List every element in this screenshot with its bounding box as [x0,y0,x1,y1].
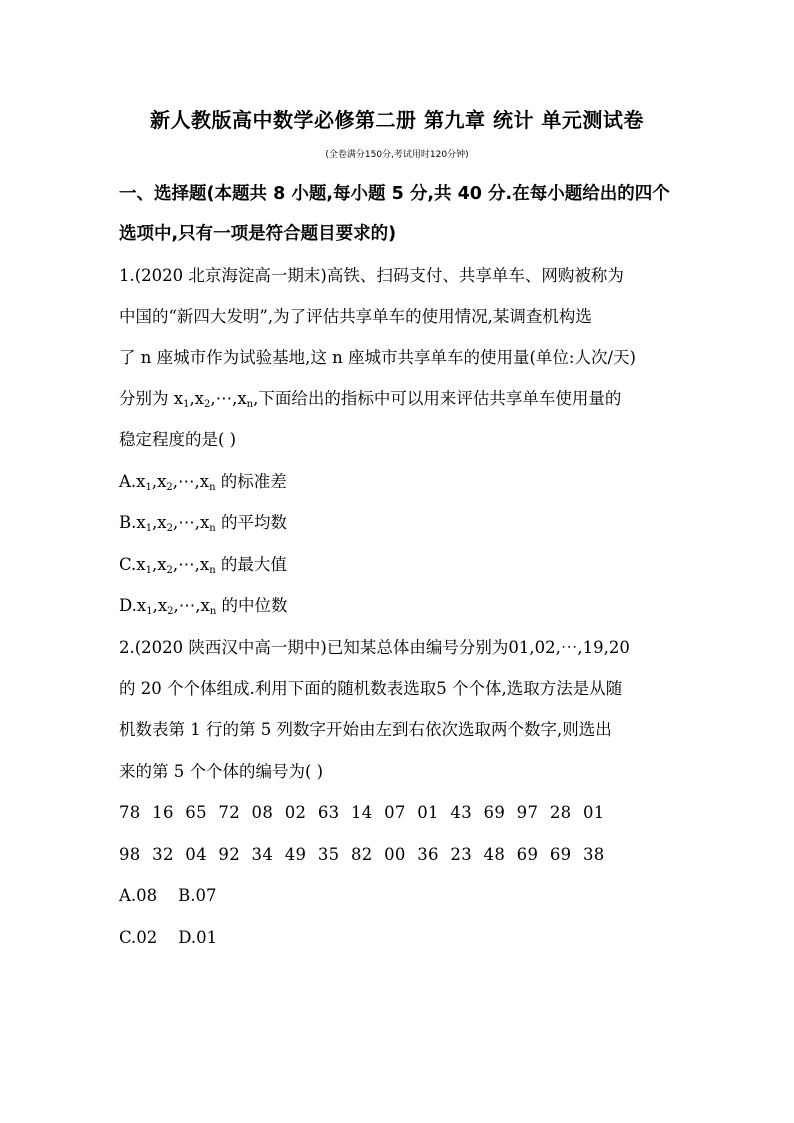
option-text: 的中位数 [221,596,288,615]
q1-stem-line4: 分别为 $x_1,x_2,\cdots,x_n$,下面给出的指标中可以用来评估共享单车使用量的 [119,389,622,410]
q1-option-c: $C.x_1,x_2,\cdots,x_n$ 的最大值 [119,555,287,576]
random-table-row1: 78 16 65 72 08 02 63 14 07 01 43 69 97 28 01 [119,803,605,822]
q1-line4-suffix: ,下面给出的指标中可以用来评估共享单车使用量的 [253,389,622,408]
section-heading-line2: 选项中,只有一项是符合题目要求的) [119,224,397,244]
page-subtitle: (全卷满分150分,考试用时120分钟) [325,150,469,160]
option-text: 的平均数 [221,513,287,532]
q1-option-a: $A.x_1,x_2,\cdots,x_n$ 的标准差 [119,472,287,493]
q2-options-cd: C.02 D.01 [119,928,218,947]
option-letter: C. [119,555,137,574]
q2-stem-line2: 的 20 个个体组成.利用下面的随机数表选取5 个个体,选取方法是从随 [119,679,623,698]
q1-line4-prefix: 分别为 x [119,389,184,408]
q2-stem-line3: 机数表第 1 行的第 5 列数字开始由左到右依次选取两个数字,则选出 [119,720,612,739]
q1-stem-line1: 1.(2020 北京海淀高一期末)高铁、扫码支付、共享单车、网购被称为 [119,266,624,285]
option-text: 的最大值 [220,555,287,574]
option-letter: B. [119,513,137,532]
option-letter: D. [119,596,137,615]
q1-stem-line2: 中国的“新四大发明”,为了评估共享单车的使用情况,某调查机构选 [119,307,592,326]
section-heading-line1: 一、选择题(本题共 8 小题,每小题 5 分,共 40 分.在每小题给出的四个 [119,184,670,204]
option-letter: A. [119,472,137,491]
page-title: 新人教版高中数学必修第二册 第九章 统计 单元测试卷 [150,108,644,132]
random-table-row2: 98 32 04 92 34 49 35 82 00 36 23 48 69 69 38 [119,845,605,864]
q2-options-ab: A.08 B.07 [119,886,217,905]
q1-option-d: $D.x_1,x_2,\cdots,x_n$ 的中位数 [119,596,288,617]
q2-stem-line4: 来的第 5 个个体的编号为( ) [119,762,324,781]
q2-stem-line1: 2.(2020 陕西汉中高一期中)已知某总体由编号分别为01,02,⋯,19,20 [119,638,630,657]
q1-option-b: $B.x_1,x_2,\cdots,x_n$ 的平均数 [119,513,287,534]
option-text: 的标准差 [220,472,287,491]
q1-stem-line3: 了 n 座城市作为试验基地,这 n 座城市共享单车的使用量(单位:人次/天) [119,348,636,367]
q1-stem-line5: 稳定程度的是( ) [119,430,237,449]
